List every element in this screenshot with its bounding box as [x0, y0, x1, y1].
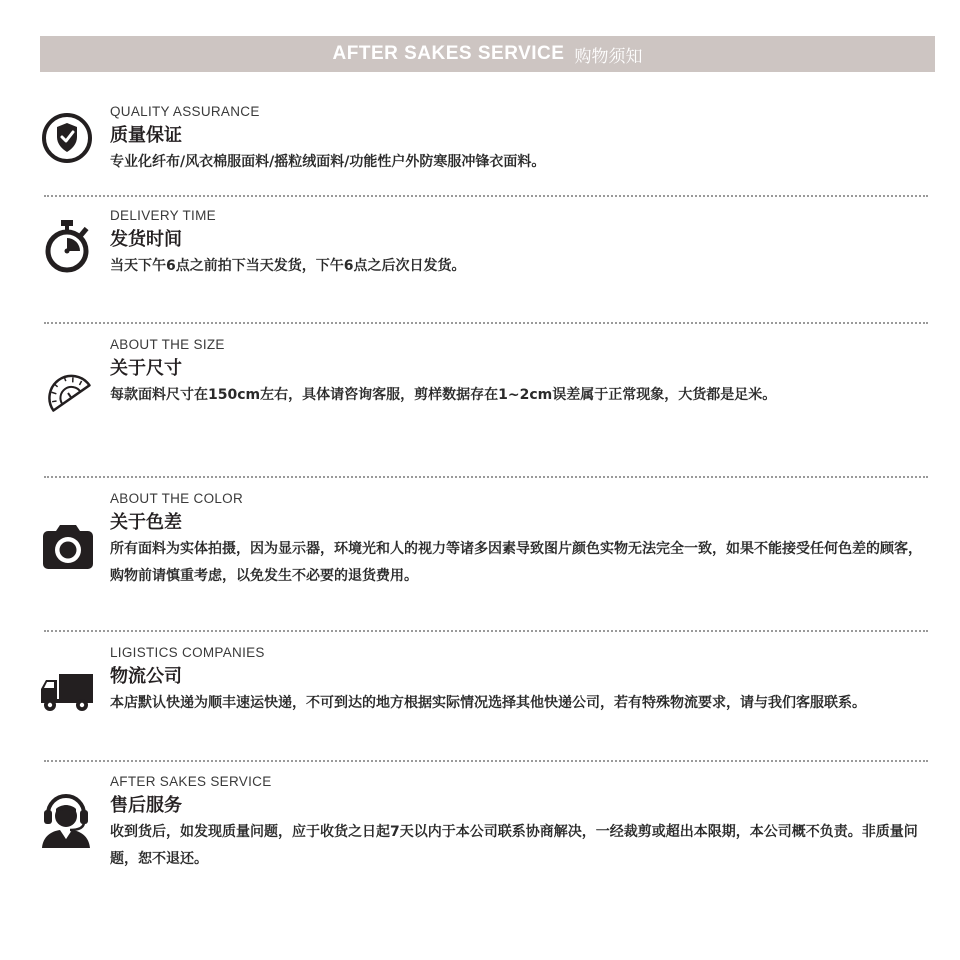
header-title: AFTER SAKES SERVICE	[332, 43, 565, 64]
section-quality-title-en: QUALITY ASSURANCE	[110, 104, 260, 119]
section-logistics-desc: 本店默认快递为顺丰速运快递，不可到达的地方根据实际情况选择其他快递公司，若有特殊物流要求，请与我们客服联系。	[110, 695, 866, 711]
protractor-icon	[40, 363, 96, 419]
camera-icon	[40, 521, 96, 577]
header-subtitle: 购物须知	[574, 46, 643, 67]
header-banner	[40, 36, 935, 72]
customer-service-icon	[40, 792, 96, 848]
section-color-desc: 所有面料为实体拍摄，因为显示器，环境光和人的视力等诸多因素导致图片颜色实物无法完全一致，如果不能接受任何色差的顾客，购物前请慎重考虑，以免发生不必要的退货费用。	[110, 541, 922, 584]
section-size-text	[110, 337, 927, 409]
divider	[44, 476, 928, 478]
section-after-sales-desc: 收到货后，如发现质量问题，应于收货之日起7天以内于本公司联系协商解决，一经裁剪或超出本限期，本公司概不负责。非质量问题，恕不退还。	[110, 824, 918, 867]
section-logistics-title-zh: 物流公司	[110, 666, 182, 687]
shield-icon	[40, 110, 96, 166]
section-delivery-desc: 当天下午6点之前拍下当天发货，下午6点之后次日发货。	[110, 258, 466, 274]
section-logistics-text	[110, 645, 927, 717]
divider	[44, 195, 928, 197]
section-quality-title-zh: 质量保证	[110, 125, 182, 146]
section-color-title-zh: 关于色差	[110, 512, 182, 533]
section-after-sales-title-zh: 售后服务	[110, 795, 182, 816]
section-delivery-text	[110, 208, 927, 280]
section-size-desc: 每款面料尺寸在150cm左右，具体请咨询客服，剪样数据存在1~2cm误差属于正常现象，大货都是足米。	[110, 387, 777, 403]
section-logistics-title-en: LIGISTICS COMPANIES	[110, 645, 265, 660]
section-after-sales-text	[110, 774, 927, 873]
section-color-text	[110, 491, 927, 590]
section-color-title-en: ABOUT THE COLOR	[110, 491, 244, 506]
section-size-title-en: ABOUT THE SIZE	[110, 337, 225, 352]
divider	[44, 630, 928, 632]
section-delivery-title-en: DELIVERY TIME	[110, 208, 216, 223]
section-quality-desc: 专业化纤布/风衣棉服面料/摇粒绒面料/功能性户外防寒服冲锋衣面料。	[110, 154, 546, 170]
section-delivery-title-zh: 发货时间	[110, 229, 182, 250]
stopwatch-icon	[40, 218, 96, 274]
divider	[44, 760, 928, 762]
section-size-title-zh: 关于尺寸	[110, 358, 182, 379]
truck-icon	[40, 661, 96, 717]
section-quality-text	[110, 104, 927, 176]
section-after-sales-title-en: AFTER SAKES SERVICE	[110, 774, 272, 789]
divider	[44, 322, 928, 324]
